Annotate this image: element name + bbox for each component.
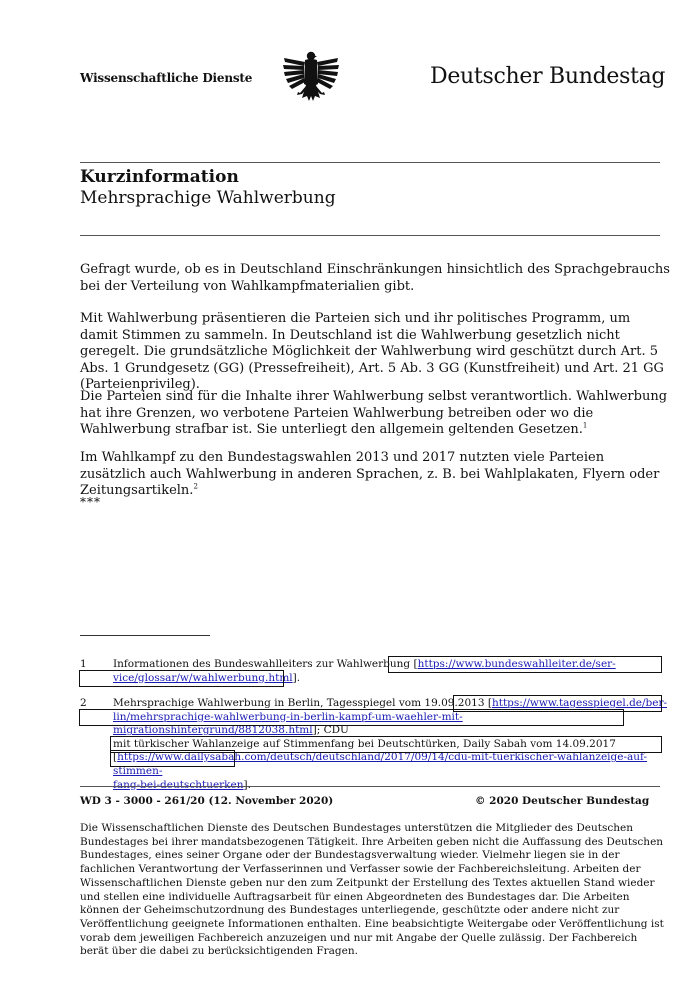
footnote-text: Mehrsprachige Wahlwerbung in Berlin, Tagesspiegel vom 19.09.2013 [113,697,488,709]
document-title: Mehrsprachige Wahlwerbung [80,188,336,208]
footnote-text: Informationen des Bundeswahlleiters zur Wahlwerbung [113,658,414,670]
footnote-reference[interactable]: 2 [193,482,198,491]
copyright-notice: © 2020 Deutscher Bundestag [475,795,650,807]
document-reference: WD 3 - 3000 - 261/20 (12. November 2020) [80,795,334,807]
footnote-link[interactable]: https://www.dailysabah.com/deutsch/deutschland/2017/09/14/cdu-mit-tuerkischer-wahlanzeige-auf-stimmen- [113,751,648,777]
link-highlight-box [388,656,662,673]
footnote-body: Mehrsprachige Wahlwerbung in Berlin, Tagesspiegel vom 19.09.2013 [https://www.tagesspiegel.de/ber- lin/mehrsprachige-wahlwerbung-in-berlin-kampf-um-waehler-mit-migrationshintergrund/8812038.html]; CDU mit türkischer Wahlanzeige auf Stimmenfang bei Deutschtürken, Daily Sabah vom 14.09.2017 [https://www.dailysabah.com/deutsch/deutschland/2017/09/14/cdu-mit-tuerkischer-wahlanzeige-auf-stimmen- fang-bei-deutschtuerken]. [113,697,668,791]
paragraph-question: Gefragt wurde, ob es in Deutschland Einschränkungen hinsichtlich des Sprachgebrauchs bei der Verteilung von Wahlkampfmaterialien gibt. [80,262,670,294]
footnote-link-continued[interactable]: fang-bei-deutschtuerken [113,778,244,791]
institution-name: Deutscher Bundestag [430,64,666,89]
footnote-link-continued[interactable]: lin/mehrsprachige-wahlwerbung-in-berlin-kampf-um-waehler-mit-migrationshintergrund/8812038.html [113,710,463,737]
org-unit-name: Wissenschaftliche Dienste [80,71,253,85]
divider [80,235,660,236]
paragraph-text: Die Parteien sind für die Inhalte ihrer Wahlwerbung selbst verantwortlich. Wahlwerbung hat ihre Grenzen, wo verbotene Parteien Wahlwerbung betreiben oder wo die Wahlwerbung strafbar ist. Sie unterliegt den allgemein geltenden Gesetzen. [80,389,668,437]
link-highlight-box [110,750,235,767]
bundesadler-eagle-icon [280,46,342,108]
footnote-number: 2 [80,697,87,709]
footnote-body: Informationen des Bundeswahlleiters zur Wahlwerbung [https://www.bundeswahlleiter.de/ser- vice/glossar/w/wahlwerbung.html]. [113,658,616,684]
footnote-reference[interactable]: 1 [582,421,588,430]
divider [80,162,660,163]
footnote-close: ]. [292,671,301,684]
paragraph-responsibility [80,389,670,439]
link-highlight-box [79,709,624,726]
footnote-text: mit türkischer Wahlanzeige auf Stimmenfang bei Deutschtürken, Daily Sabah vom 14.09.2017 [113,737,616,750]
disclaimer-text: Die Wissenschaftlichen Dienste des Deutschen Bundestages unterstützen die Mitglieder des Deutschen Bundestages bei ihrer mandatsbezogenen Tätigkeit. Ihre Arbeiten geben nicht die Auffassung des Deutschen Bundestages, eines seiner Organe oder der Bundestagsverwaltung wieder. Vielmehr liegen sie in der fachlichen Verantwortung der Verfasserinnen und Verfasser sowie der Fachbereichsleitung. Arbeiten der Wissenschaftlichen Dienste geben nur den zum Zeitpunkt der Erstellung des Textes aktuellen Stand wieder und stellen eine individuelle Auftragsarbeit für einen Abgeordneten des Bundestages dar. Die Arbeiten können der Geheimschutzordnung des Bundestages unterliegende, geschützte oder andere nicht zur Veröffentlichung geeignete Informationen enthalten. Eine beabsichtigte Weitergabe oder Veröffentlichung ist vorab dem jeweiligen Fachbereich anzuzeigen und nur mit Angabe der Quelle zulässig. Der Fachbereich berät über die dabei zu berücksichtigenden Fragen. [80,822,664,958]
paragraph-definition: Mit Wahlwerbung präsentieren die Parteien sich und ihr politisches Programm, um damit Stimmen zu sammeln. In Deutschland ist die Wahlwerbung gesetzlich nicht geregelt. Die grundsätzliche Möglichkeit der Wahlwerbung wird geschützt durch Art. 5 Abs. 1 Grundgesetz (GG) (Pressefreiheit), Art. 5 Ab. 3 GG (Kunstfreiheit) und Art. 21 GG (Parteienprivileg). [80,311,664,392]
footnote-text: ; CDU [316,724,349,737]
footnote-link[interactable]: https://www.bundeswahlleiter.de/ser- [417,658,616,670]
footnote-link-continued[interactable]: vice/glossar/w/wahlwerbung.html [113,671,293,684]
footnote-divider [80,635,210,636]
divider [80,786,660,787]
footnote-link[interactable]: https://www.tagesspiegel.de/ber- [491,697,668,709]
document-type-heading: Kurzinformation [80,167,239,187]
footnote-number: 1 [80,658,87,670]
paragraph-multilingual [80,450,670,500]
footnote-close: ]. [243,778,251,791]
link-highlight-box [79,670,284,687]
section-separator: *** [80,495,101,509]
paragraph-text: Im Wahlkampf zu den Bundestagswahlen 2013 und 2017 nutzten viele Parteien zusätzlich auch Wahlwerbung in anderen Sprachen, z. B. bei Wahlplakaten, Flyern oder Zeitungsartikeln. [80,450,660,498]
